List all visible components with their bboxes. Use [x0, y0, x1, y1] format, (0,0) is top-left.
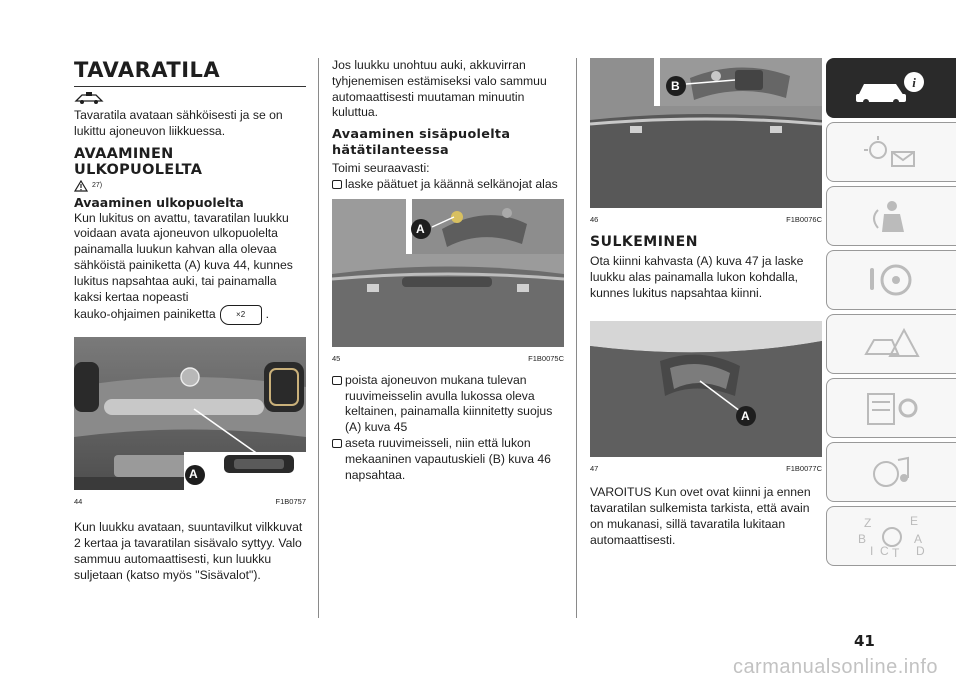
figure-44-number: 44	[74, 497, 83, 507]
figure-46-number: 46	[590, 215, 599, 224]
light-auto-off-text: Jos luukku unohtuu auki, akkuvirran tyhjenemisen estämiseksi valo sammuu automaattisesti muutaman minuutin kuluttua.	[332, 58, 547, 120]
index-letter-e: E	[909, 514, 918, 528]
figure-46-image	[590, 58, 822, 208]
index-letters-icon	[852, 513, 932, 559]
emergency-step-1: laske päätuet ja käännä selkänojat alas	[345, 176, 558, 191]
warning-ref: 27)	[92, 182, 103, 190]
figure-45-image	[332, 199, 564, 347]
warning-road-icon	[852, 324, 932, 364]
warning-triangle-icon	[74, 180, 88, 192]
remote-key-icon	[220, 305, 262, 325]
column-1	[74, 58, 306, 584]
tab-car-info[interactable]	[826, 58, 956, 118]
column-2	[332, 58, 564, 483]
figure-45	[332, 199, 564, 363]
open-outside-note: Kun luukku avataan, suuntavilkut vilkkuvat 2 kertaa ja tavaratilan sisävalo syttyy. Valo sammuu automaattisesti, kun luukku suljetaan (katso myös "Sisävalot").	[74, 520, 303, 582]
tab-steering[interactable]	[826, 250, 956, 310]
index-letter-i: I	[869, 544, 873, 558]
emergency-intro: Toimi seuraavasti:	[332, 161, 430, 176]
figure-44	[74, 337, 306, 506]
tab-settings-list[interactable]	[826, 378, 956, 438]
bullet-marker	[332, 376, 342, 385]
steering-wheel-icon	[852, 260, 932, 300]
figure-47-callout: A	[741, 409, 750, 424]
open-outside-text: Kun lukitus on avattu, tavaratilan luukku voidaan avata ajoneuvon ulkopuolelta painamalla luukun kahvan alla olevaa sähköistä painiketta (A) kuva 44, kunnes lukitus napsahtaa auki, tai painamalla kaksi kertaa nopeasti	[74, 210, 293, 304]
emergency-step-3: aseta ruuvimeisseli, niin että lukon mekaaninen vapautuskieli (B) kuva 46 napsahtaa.	[345, 435, 551, 482]
bullet-marker	[332, 180, 342, 189]
figure-47	[590, 311, 822, 473]
figure-46-callout: B	[671, 79, 680, 93]
tab-lights-mail[interactable]	[826, 122, 956, 182]
figure-45-number: 45	[332, 353, 341, 363]
heading-open-outside: AVAAMINEN ULKOPUOLELTA	[74, 145, 203, 178]
intro-text: Tavaratila avataan sähköisesti ja se on lukittu ajoneuvon liikkuessa.	[74, 108, 283, 138]
figure-44-code: F1B0757	[275, 497, 306, 507]
bullet-marker	[332, 439, 342, 448]
trunk-icon	[74, 91, 104, 105]
airbag-seat-icon	[852, 196, 932, 236]
tab-warning-road[interactable]	[826, 314, 956, 374]
page-number: 41	[854, 632, 875, 650]
closing-warning-text: VAROITUS Kun ovet ovat kiinni ja ennen tavaratilan sulkemista tarkista, että avain on mukanasi, sillä tavaratila lukitaan automaattisesti.	[590, 485, 811, 547]
emergency-step-2: poista ajoneuvon mukana tulevan ruuvimeisselin avulla lukossa oleva keltainen, painamalla kiinnitetty suojus (A) kuva 45	[345, 372, 553, 435]
index-letter-a: A	[913, 532, 922, 546]
lights-mail-icon	[852, 132, 932, 172]
figure-46	[590, 58, 822, 224]
tab-airbag-seat[interactable]	[826, 186, 956, 246]
heading-emergency-open: Avaaminen sisäpuolelta hätätilanteessa	[332, 127, 511, 159]
svg-text:i: i	[911, 75, 916, 90]
column-divider-2	[576, 58, 577, 618]
heading-closing: SULKEMINEN	[590, 234, 698, 250]
tab-index[interactable]	[826, 506, 956, 566]
column-divider-1	[318, 58, 319, 618]
figure-44-callout: A	[189, 467, 198, 482]
figure-45-callout: A	[416, 221, 425, 236]
open-outside-text-end: kauko-ohjaimen painiketta	[74, 307, 216, 322]
watermark: carmanualsonline.info	[732, 656, 938, 678]
index-letter-b: B	[857, 532, 866, 546]
figure-47-image	[590, 311, 822, 457]
multimedia-icon	[852, 452, 932, 492]
column-3	[590, 58, 822, 549]
index-letter-c: C	[879, 544, 889, 558]
title-rule	[74, 86, 306, 87]
settings-list-icon	[852, 388, 932, 428]
index-letter-d: D	[915, 544, 925, 558]
figure-46-code: F1B0076C	[786, 215, 822, 224]
key-label: ×2	[236, 310, 246, 320]
figure-47-number: 47	[590, 464, 599, 474]
index-letter-z: Z	[863, 516, 871, 530]
open-outside-period: .	[265, 307, 269, 322]
closing-text: Ota kiinni kahvasta (A) kuva 47 ja laske luukku alas painamalla lukon kohdalla, kunnes lukitus napsahtaa kiinni.	[590, 254, 804, 300]
figure-45-code: F1B0075C	[528, 353, 564, 363]
chapter-sidebar	[826, 58, 956, 570]
car-info-icon	[852, 68, 932, 108]
figure-47-code: F1B0077C	[786, 464, 822, 474]
tab-multimedia[interactable]	[826, 442, 956, 502]
subheading-open-outside: Avaaminen ulkopuolelta	[74, 194, 244, 210]
section-title: TAVARATILA	[74, 58, 221, 82]
index-letter-t: T	[891, 546, 899, 559]
